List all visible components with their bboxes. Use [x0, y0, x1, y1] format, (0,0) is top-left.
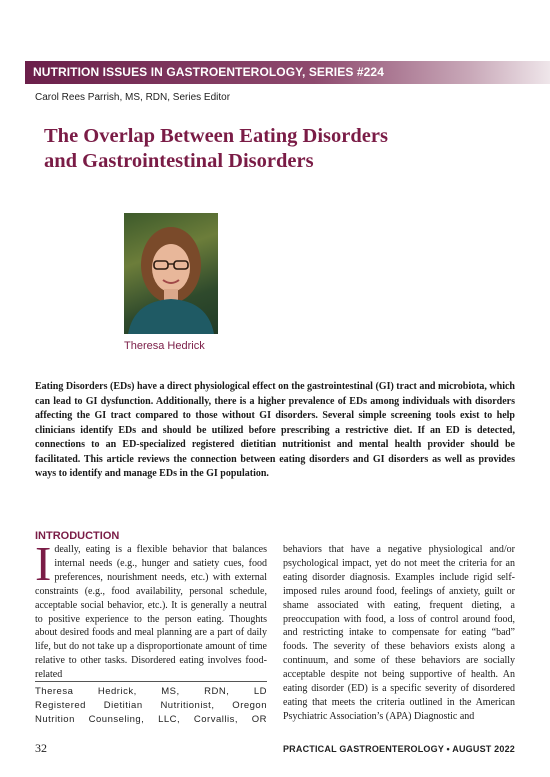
author-photo [124, 213, 218, 334]
author-affiliation-line-1: Theresa Hedrick, MS, RDN, LD [35, 686, 267, 697]
intro-paragraph-right: behaviors that have a negative physiological and/or psychological impact, yet do not meet the criteria for an eating disorder diagnosis. Examples include rigid self-imposed rules around food, feelings of anxiety, guilt or shame associated with eating, frequent dieting, a preoccupation with food, a loss of control around food, and restricting intake to compensate for eating “bad” foods. The severity of these behaviors exists along a continuum, and some of these behaviors are socially acceptable despite not being supportive of health. An eating disorder (ED) is a specific severity of disordered eating that meets the criteria outlined in the American Psychiatric Association’s (APA) Diagnostic and [283, 544, 515, 722]
author-affiliation [35, 685, 267, 727]
intro-paragraph-left: deally, eating is a flexible behavior that balances internal needs (e.g., hunger and satiety cues, food preferences, nourishment needs, etc.) with external constraints (e.g., food availability, personal schedule, acceptable social behavior, etc.). It is generally a neutral to positive experience to the person eating. Thoughts about desired foods and meal planning are a part of daily life, but do not take up a disproportionate amount of time relative to other tasks. Disordered eating involves food-related [35, 544, 267, 681]
series-editor: Carol Rees Parrish, MS, RDN, Series Editor [35, 92, 231, 103]
page-number: 32 [35, 741, 47, 755]
journal-footer: PRACTICAL GASTROENTEROLOGY • AUGUST 2022 [282, 744, 515, 754]
author-portrait-illustration [124, 213, 218, 334]
article-abstract: Eating Disorders (EDs) have a direct physiological effect on the gastrointestinal (GI) tract and microbiota, which can lead to GI dysfunction. Additionally, there is a higher prevalence of EDs among individuals with disorders affecting the GI tract compared to those without GI disorders. Several simple screening tools exist to help clinicians identify EDs and should be utilized before prescribing a restrictive diet. If an ED is detected, connections to an ED-specialized registered dietitian nutritionist and mental health provider should be facilitated. This article reviews the connection between eating disorders and GI disorders as well as provides ways to identify and manage EDs in the GI population. [35, 381, 515, 479]
section-heading-introduction: INTRODUCTION [35, 530, 120, 542]
article-title [44, 124, 514, 174]
author-affiliation-line-3: Nutrition Counseling, LLC, Corvallis, OR [35, 714, 267, 725]
series-banner [25, 61, 550, 84]
series-banner-text: NUTRITION ISSUES IN GASTROENTEROLOGY, SERIES #224 [33, 65, 384, 79]
article-title-line-2: and Gastrointestinal Disorders [44, 150, 314, 172]
footnote-divider [35, 681, 267, 682]
article-title-line-1: The Overlap Between Eating Disorders [44, 125, 388, 147]
body-column-right [283, 543, 515, 724]
drop-cap: I [35, 536, 52, 591]
photo-caption: Theresa Hedrick [124, 340, 205, 352]
author-affiliation-line-2: Registered Dietitian Nutritionist, Oregon [35, 700, 267, 711]
